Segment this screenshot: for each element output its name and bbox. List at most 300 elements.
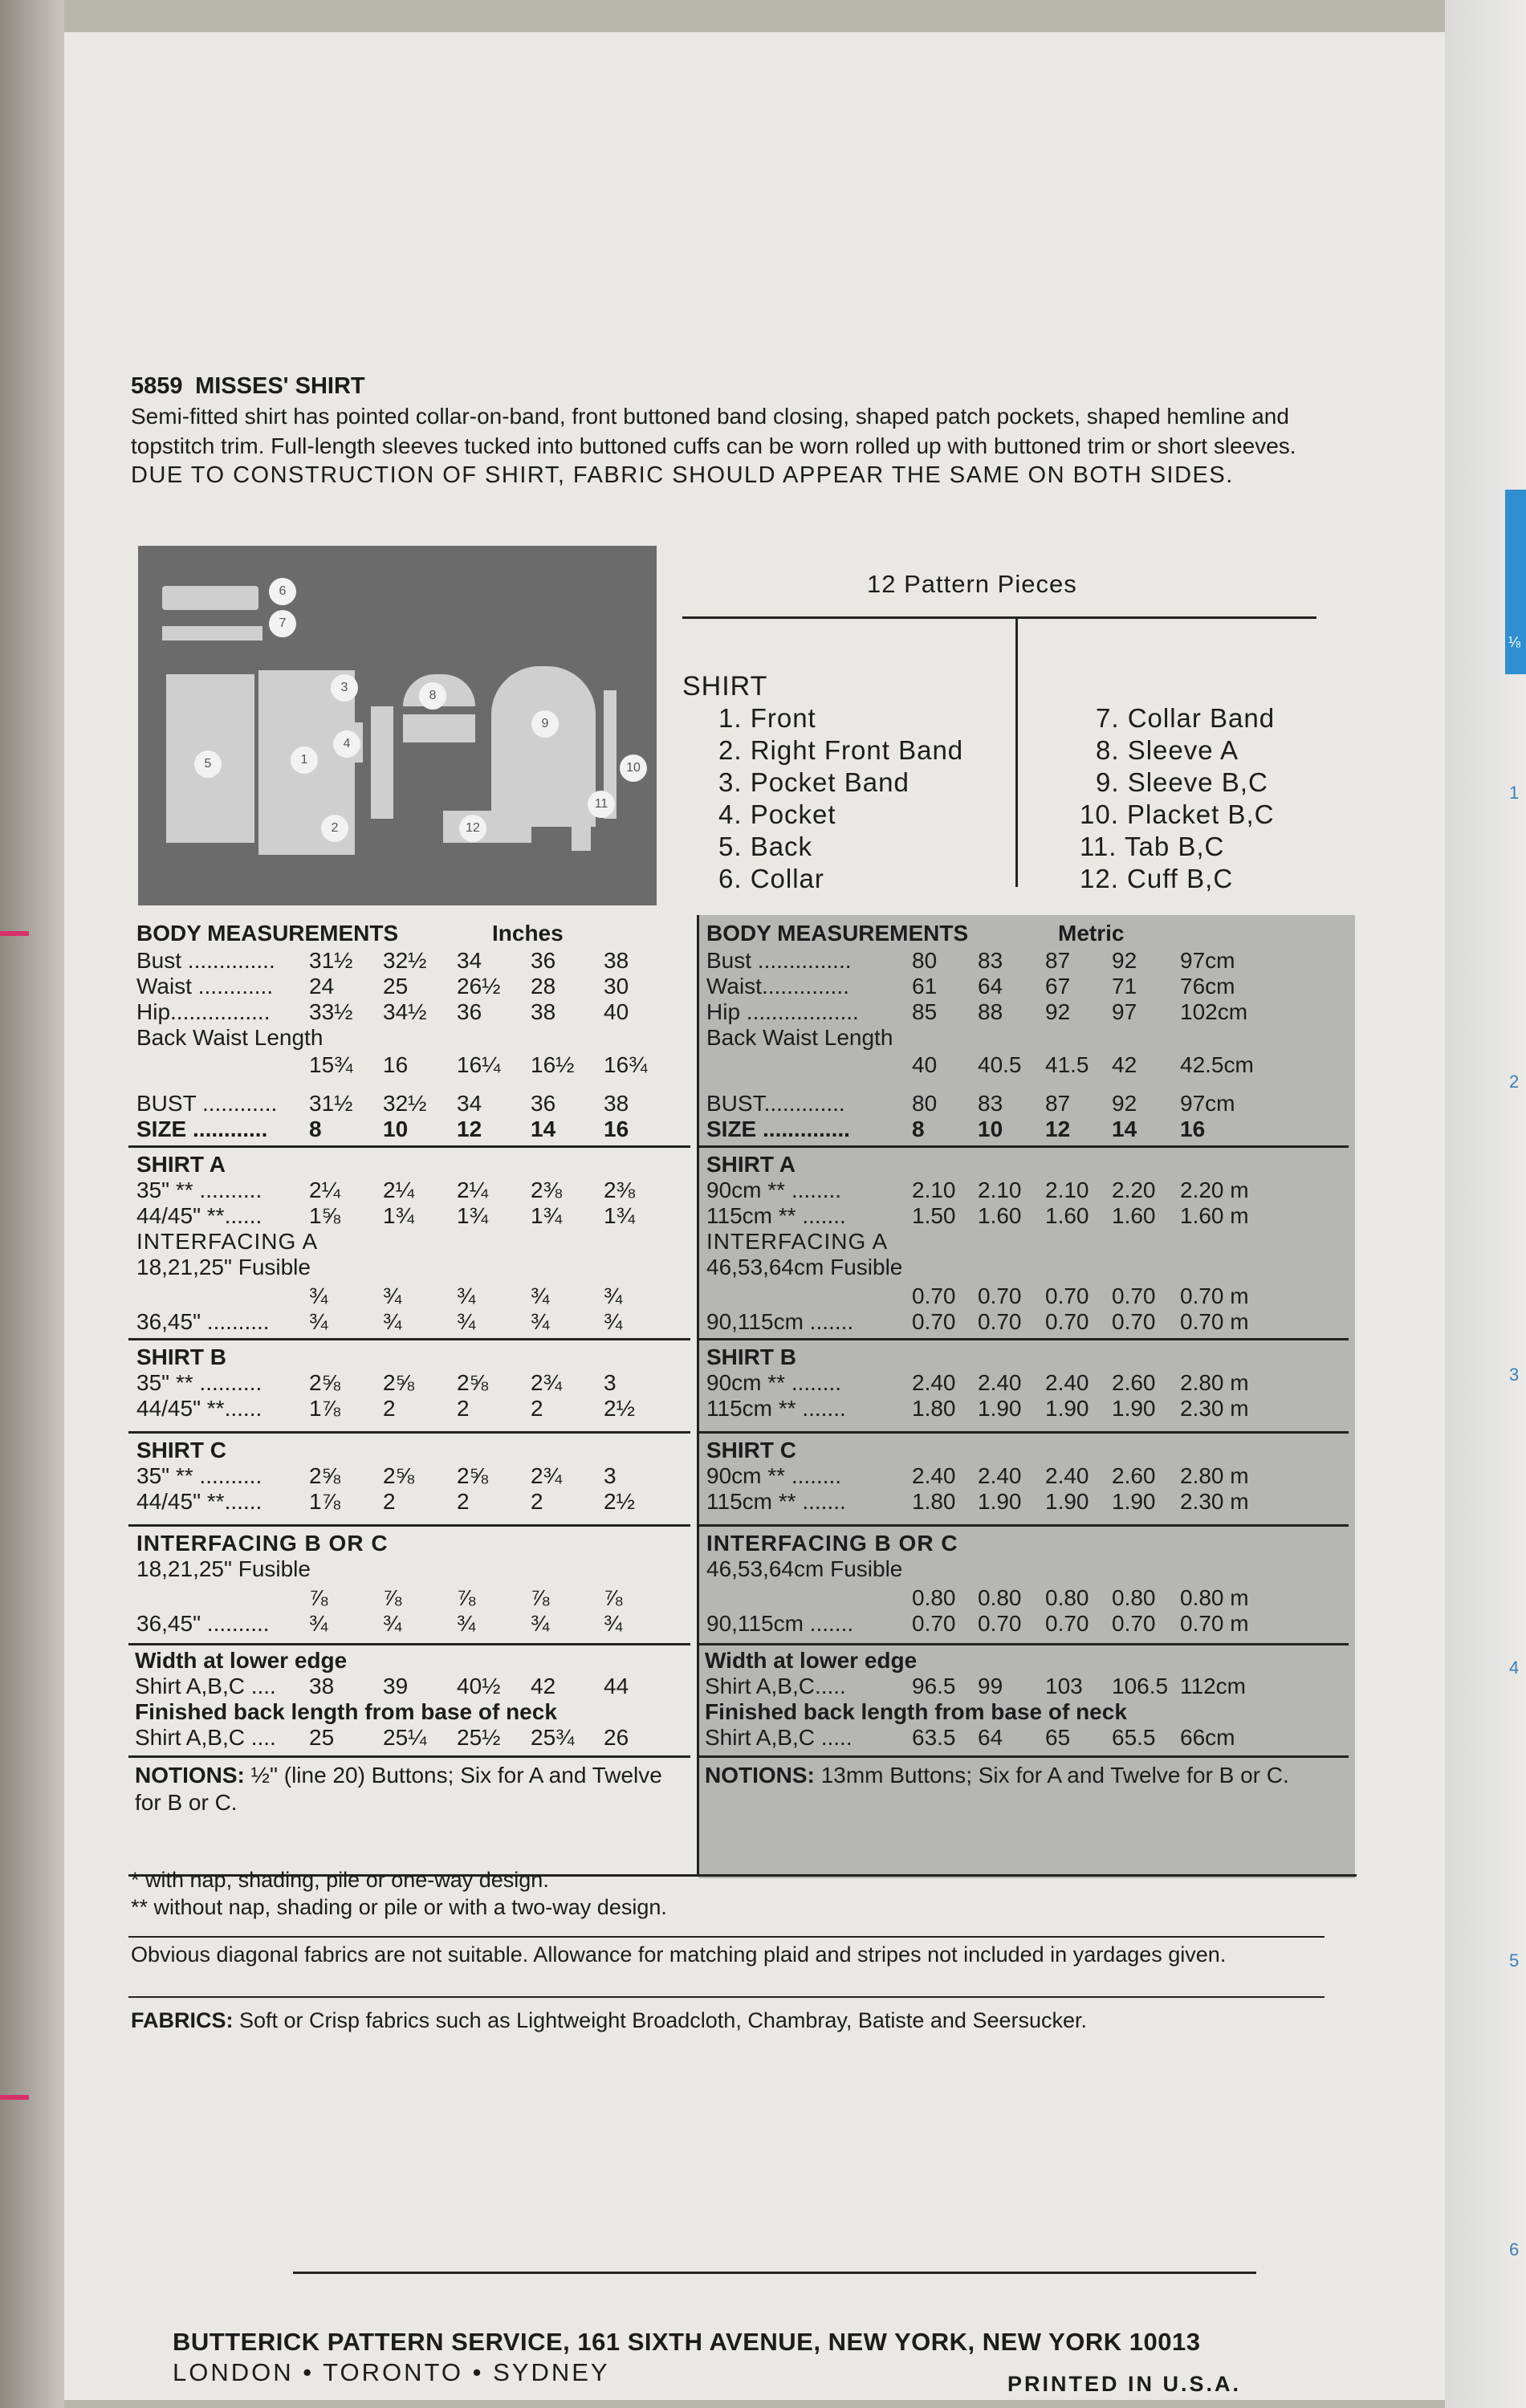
value-cell: 2⅜ [604, 1178, 635, 1202]
value-cell: 31½ [309, 1091, 353, 1116]
value-cell: 1¾ [383, 1203, 414, 1228]
value-cell: 3 [604, 1463, 617, 1488]
value-cell: 63.5 [912, 1725, 956, 1750]
pink-mark [0, 931, 29, 936]
row-label: 36,45" .......... [136, 1611, 270, 1636]
waist-label: Waist.............. [706, 974, 849, 999]
value-cell: 66cm [1180, 1725, 1235, 1750]
piece-number: 10 [620, 755, 647, 782]
value-cell: 0.70 [1045, 1611, 1089, 1636]
value-cell: 38 [309, 1674, 335, 1698]
value-cell: 0.80 [912, 1585, 956, 1610]
value-cell: 2¼ [383, 1178, 414, 1202]
ruler-tab-label: ⅛ [1508, 634, 1521, 650]
value-cell: 2½ [604, 1489, 635, 1514]
value-cell: 1.60 [978, 1203, 1022, 1228]
value-cell: 0.70 [912, 1611, 956, 1636]
value-cell: 2.10 [978, 1178, 1022, 1202]
row-label: 46,53,64cm Fusible [706, 1255, 903, 1279]
value-cell: ¾ [457, 1283, 476, 1308]
value-cell: 15¾ [309, 1052, 353, 1077]
piece-item: 10. Placket B,C [1080, 799, 1275, 829]
row-label: Shirt A,B,C..... [705, 1674, 846, 1698]
value-cell: 2¼ [309, 1178, 340, 1202]
value-cell: 97 [1112, 999, 1137, 1024]
metric-unit: Metric [1058, 921, 1125, 946]
divider [697, 1755, 1349, 1758]
value-cell: 2¾ [531, 1463, 562, 1488]
notions [705, 1762, 1331, 1789]
piece-item: 6. Collar [718, 864, 824, 893]
piece-number: 12 [459, 815, 486, 842]
piece-number: 7 [269, 610, 296, 637]
value-cell: ¾ [604, 1283, 623, 1308]
row-label: 44/45" **...... [136, 1396, 262, 1421]
pattern-header [131, 371, 1319, 490]
divider [293, 2272, 1256, 2274]
page-right-edge [1445, 0, 1526, 2408]
piece-item: 12. Cuff B,C [1080, 864, 1234, 893]
value-cell: 1.90 [978, 1489, 1022, 1514]
value-cell: 40 [912, 1052, 938, 1077]
value-cell: 2.40 [912, 1370, 956, 1395]
value-cell: ¾ [383, 1309, 402, 1334]
size-row-label: SIZE .............. [706, 1117, 850, 1141]
value-cell: 25¾ [531, 1725, 575, 1750]
value-cell: 0.70 m [1180, 1283, 1249, 1308]
bust-label: Bust ............... [706, 948, 852, 973]
value-cell: 2.40 [978, 1463, 1022, 1488]
piece-item: 11. Tab B,C [1080, 832, 1225, 861]
value-cell: 88 [978, 999, 1003, 1024]
piece-number: 8 [419, 682, 446, 710]
value-cell: 2¾ [531, 1370, 562, 1395]
divider [128, 1643, 690, 1645]
bust-row-label: BUST ............ [136, 1091, 278, 1116]
width-title: Width at lower edge [135, 1648, 348, 1673]
value-cell: 1.90 [1045, 1396, 1089, 1421]
value-cell: ¾ [604, 1309, 623, 1334]
value-cell: 16 [383, 1052, 409, 1077]
inches-table [136, 921, 690, 1876]
value-cell: 2⅝ [457, 1370, 488, 1395]
notions-heading: NOTIONS: [705, 1763, 815, 1788]
value-cell: ⅞ [457, 1585, 476, 1610]
value-cell: 96.5 [912, 1674, 956, 1698]
fabrics-text: Soft or Crisp fabrics such as Lightweight Broadcloth, Chambray, Batiste and Seersucker. [239, 2008, 1088, 2032]
hip-label: Hip................ [136, 999, 271, 1024]
pattern-number: 5859 [131, 373, 183, 399]
value-cell: 112cm [1180, 1674, 1246, 1698]
value-cell: 25½ [457, 1725, 501, 1750]
value-cell: 106.5 [1112, 1674, 1169, 1698]
value-cell: 0.80 m [1180, 1585, 1249, 1610]
pattern-pieces-title: 12 Pattern Pieces [867, 570, 1077, 598]
value-cell: ¾ [457, 1309, 476, 1334]
value-cell: 2¼ [457, 1178, 488, 1202]
piece-item: 2. Right Front Band [718, 735, 964, 765]
diagonal-note: Obvious diagonal fabrics are not suitable. Allowance for matching plaid and stripes not included in yardages given. [131, 1942, 1227, 1967]
value-cell: 34½ [383, 999, 427, 1024]
fabrics-heading: FABRICS: [131, 2008, 234, 2032]
value-cell: 99 [978, 1674, 1003, 1698]
value-cell: 0.70 [1112, 1309, 1156, 1334]
value-cell: 0.70 [1045, 1283, 1089, 1308]
pocket-band-shape [403, 714, 475, 742]
value-cell: 1¾ [604, 1203, 635, 1228]
value-cell: ⅞ [604, 1585, 623, 1610]
value-cell: 32½ [383, 1091, 427, 1116]
value-cell: 1.90 [978, 1396, 1022, 1421]
piece-item: 3. Pocket Band [718, 767, 909, 797]
value-cell: 64 [978, 1725, 1003, 1750]
value-cell: 83 [978, 948, 1003, 973]
interfacing-a-title: INTERFACING A [706, 1229, 889, 1254]
value-cell: 2⅜ [531, 1178, 562, 1202]
value-cell: 0.70 m [1180, 1611, 1249, 1636]
value-cell: 67 [1045, 974, 1071, 999]
value-cell: ¾ [604, 1611, 623, 1636]
row-label: 44/45" **...... [136, 1489, 262, 1514]
value-cell: 1⅝ [309, 1203, 340, 1228]
value-cell: 33½ [309, 999, 353, 1024]
publisher-address: BUTTERICK PATTERN SERVICE, 161 SIXTH AVENUE, NEW YORK, NEW YORK 10013 [173, 2328, 1201, 2356]
length-title: Finished back length from base of neck [705, 1699, 1127, 1724]
piece-item: 8. Sleeve A [1096, 735, 1239, 765]
value-cell: 2.30 m [1180, 1396, 1249, 1421]
value-cell: 12 [457, 1117, 482, 1141]
piece-number: 9 [531, 710, 559, 738]
value-cell: 10 [383, 1117, 409, 1141]
bwl-label: Back Waist Length [706, 1025, 893, 1050]
value-cell: 0.70 [1112, 1611, 1156, 1636]
value-cell: 83 [978, 1091, 1003, 1116]
value-cell: 0.80 [1112, 1585, 1156, 1610]
footnotes [131, 1865, 1319, 1921]
notions-heading: NOTIONS: [135, 1763, 245, 1788]
ruler-mark: 5 [1509, 1950, 1520, 1971]
inches-heading: BODY MEASUREMENTS [136, 921, 399, 946]
piece-number: 1 [291, 746, 318, 774]
value-cell: 0.70 [1045, 1309, 1089, 1334]
value-cell: 2.40 [912, 1463, 956, 1488]
notions-text: 13mm Buttons; Six for A and Twelve for B or C. [820, 1763, 1289, 1788]
value-cell: ⅞ [531, 1585, 550, 1610]
value-cell: 2 [457, 1396, 470, 1421]
row-label: Shirt A,B,C .... [135, 1725, 276, 1750]
value-cell: ¾ [531, 1283, 550, 1308]
printed-in: PRINTED IN U.S.A. [1007, 2372, 1242, 2396]
row-label: 46,53,64cm Fusible [706, 1556, 903, 1581]
value-cell: 25¼ [383, 1725, 427, 1750]
value-cell: 87 [1045, 1091, 1071, 1116]
value-cell: 40.5 [978, 1052, 1022, 1077]
value-cell: 92 [1112, 948, 1137, 973]
piece-number: 4 [333, 730, 360, 758]
shirt-a-title: SHIRT A [706, 1152, 796, 1177]
divider [682, 616, 1316, 619]
value-cell: 0.70 [978, 1283, 1022, 1308]
bust-label: Bust .............. [136, 948, 275, 973]
value-cell: 71 [1112, 974, 1137, 999]
notions [135, 1762, 689, 1816]
value-cell: 38 [531, 999, 556, 1024]
divider [697, 1431, 1349, 1434]
value-cell: ¾ [457, 1611, 476, 1636]
value-cell: 40 [604, 999, 629, 1024]
value-cell: 65 [1045, 1725, 1071, 1750]
value-cell: 39 [383, 1674, 409, 1698]
column-divider [697, 915, 699, 1874]
value-cell: 0.80 [1045, 1585, 1089, 1610]
value-cell: ¾ [383, 1611, 402, 1636]
fabrics-note [131, 2007, 1319, 2034]
footnote-no-nap: ** without nap, shading or pile or with a two-way design. [131, 1895, 667, 1919]
row-label: 90,115cm ....... [706, 1309, 854, 1334]
value-cell: 0.70 [978, 1309, 1022, 1334]
value-cell: 28 [531, 974, 556, 999]
value-cell: 92 [1112, 1091, 1137, 1116]
value-cell: 2.30 m [1180, 1489, 1249, 1514]
ruler-mark: 4 [1509, 1658, 1520, 1678]
interfacing-a-title: INTERFACING A [136, 1229, 319, 1254]
publisher-cities: LONDON • TORONTO • SYDNEY [173, 2358, 610, 2386]
value-cell: 2 [531, 1489, 543, 1514]
value-cell: 2 [383, 1489, 396, 1514]
value-cell: 61 [912, 974, 938, 999]
value-cell: 25 [383, 974, 409, 999]
fabric-notice: DUE TO CONSTRUCTION OF SHIRT, FABRIC SHOULD APPEAR THE SAME ON BOTH SIDES. [131, 462, 1234, 488]
row-label: 115cm ** ....... [706, 1396, 846, 1421]
divider [128, 1145, 690, 1148]
value-cell: 8 [912, 1117, 925, 1141]
ruler-tab [1505, 490, 1526, 674]
value-cell: 1⅞ [309, 1489, 340, 1514]
value-cell: 92 [1045, 999, 1071, 1024]
value-cell: 16¼ [457, 1052, 501, 1077]
value-cell: 10 [978, 1117, 1003, 1141]
piece-number: 11 [588, 791, 615, 818]
ruler-mark: 2 [1509, 1072, 1520, 1092]
value-cell: 2⅝ [383, 1463, 414, 1488]
value-cell: 0.70 m [1180, 1309, 1249, 1334]
value-cell: 1.60 [1045, 1203, 1089, 1228]
value-cell: 0.70 [978, 1611, 1022, 1636]
bust-row-label: BUST............. [706, 1091, 845, 1116]
hip-label: Hip .................. [706, 999, 859, 1024]
piece-item: 9. Sleeve B,C [1096, 767, 1268, 797]
row-label: 35" ** .......... [136, 1370, 262, 1395]
divider [697, 1338, 1349, 1340]
divider [697, 1643, 1349, 1645]
value-cell: 41.5 [1045, 1052, 1089, 1077]
value-cell: 2.20 [1112, 1178, 1156, 1202]
value-cell: 65.5 [1112, 1725, 1156, 1750]
piece-number: 3 [331, 674, 358, 702]
row-label: 35" ** .......... [136, 1463, 262, 1488]
value-cell: 42 [1112, 1052, 1137, 1077]
value-cell: ¾ [309, 1283, 328, 1308]
value-cell: 14 [531, 1117, 556, 1141]
metric-table [706, 921, 1349, 1876]
value-cell: 64 [978, 974, 1003, 999]
divider [128, 1524, 690, 1527]
row-label: 36,45" .......... [136, 1309, 270, 1334]
value-cell: 87 [1045, 948, 1071, 973]
piece-number: 6 [269, 578, 296, 605]
value-cell: ¾ [309, 1309, 328, 1334]
value-cell: 34 [457, 948, 482, 973]
value-cell: 2.10 [1045, 1178, 1089, 1202]
value-cell: ⅞ [309, 1585, 328, 1610]
value-cell: 2.80 m [1180, 1463, 1249, 1488]
value-cell: 16½ [531, 1052, 575, 1077]
value-cell: 2.40 [978, 1370, 1022, 1395]
row-label: 115cm ** ....... [706, 1489, 846, 1514]
value-cell: 2 [531, 1396, 543, 1421]
value-cell: 2.40 [1045, 1370, 1089, 1395]
divider [128, 1338, 690, 1340]
value-cell: ⅞ [383, 1585, 402, 1610]
row-label: 18,21,25" Fusible [136, 1556, 311, 1581]
value-cell: ¾ [309, 1611, 328, 1636]
value-cell: 42.5cm [1180, 1052, 1254, 1077]
value-cell: 2.80 m [1180, 1370, 1249, 1395]
value-cell: 85 [912, 999, 938, 1024]
divider [697, 1524, 1349, 1527]
value-cell: 38 [604, 1091, 629, 1116]
value-cell: 0.70 [1112, 1283, 1156, 1308]
inches-unit: Inches [492, 921, 564, 946]
shirt-b-title: SHIRT B [136, 1344, 226, 1369]
value-cell: 1¾ [457, 1203, 488, 1228]
piece-item: 1. Front [718, 703, 816, 733]
value-cell: 2.60 [1112, 1370, 1156, 1395]
value-cell: 2 [383, 1396, 396, 1421]
value-cell: 32½ [383, 948, 427, 973]
value-cell: 1.50 [912, 1203, 956, 1228]
value-cell: 40½ [457, 1674, 501, 1698]
value-cell: 0.80 [978, 1585, 1022, 1610]
waist-label: Waist ............ [136, 974, 274, 999]
value-cell: 76cm [1180, 974, 1235, 999]
divider [128, 1936, 1325, 1938]
value-cell: 24 [309, 974, 335, 999]
value-cell: 1.60 m [1180, 1203, 1249, 1228]
ruler-mark: 1 [1509, 783, 1520, 803]
value-cell: 2⅝ [457, 1463, 488, 1488]
value-cell: 2½ [604, 1396, 635, 1421]
value-cell: 2⅝ [309, 1463, 340, 1488]
cuff-shape [443, 811, 531, 843]
value-cell: 36 [531, 948, 556, 973]
row-label: 90,115cm ....... [706, 1611, 854, 1636]
value-cell: 31½ [309, 948, 353, 973]
shirt-b-title: SHIRT B [706, 1344, 796, 1369]
value-cell: 16¾ [604, 1052, 648, 1077]
footnote-nap: * with nap, shading, pile or one-way design. [131, 1868, 549, 1892]
value-cell: 80 [912, 948, 938, 973]
front-band-shape [371, 706, 393, 819]
divider [1015, 618, 1018, 887]
piece-item: 7. Collar Band [1096, 703, 1276, 733]
value-cell: 2.40 [1045, 1463, 1089, 1488]
value-cell: 42 [531, 1674, 556, 1698]
value-cell: 16 [604, 1117, 629, 1141]
width-title: Width at lower edge [705, 1648, 918, 1673]
pattern-description: Semi-fitted shirt has pointed collar-on-band, front buttoned band closing, shaped patch pockets, shaped hemline and topstitch trim. Full-length sleeves tucked into buttoned cuffs can be worn rolled up with buttoned trim or short sleeves. [131, 404, 1296, 458]
value-cell: 1.80 [912, 1396, 956, 1421]
value-cell: 12 [1045, 1117, 1071, 1141]
value-cell: 1.90 [1112, 1396, 1156, 1421]
value-cell: 2 [457, 1489, 470, 1514]
value-cell: 30 [604, 974, 629, 999]
row-label: 18,21,25" Fusible [136, 1255, 311, 1279]
interfacing-bc-title: INTERFACING B OR C [136, 1531, 389, 1556]
pieces-group: SHIRT [682, 671, 768, 702]
value-cell: 36 [531, 1091, 556, 1116]
value-cell: 2.20 m [1180, 1178, 1249, 1202]
interfacing-bc-title: INTERFACING B OR C [706, 1531, 958, 1556]
row-label: 90cm ** ........ [706, 1370, 842, 1395]
divider [128, 1996, 1325, 1998]
bwl-label: Back Waist Length [136, 1025, 324, 1050]
value-cell: ¾ [383, 1283, 402, 1308]
value-cell: 44 [604, 1674, 629, 1698]
value-cell: 1.80 [912, 1489, 956, 1514]
piece-item: 5. Back [718, 832, 813, 861]
pattern-title: MISSES' SHIRT [195, 373, 365, 399]
value-cell: 1⅞ [309, 1396, 340, 1421]
value-cell: 14 [1112, 1117, 1137, 1141]
value-cell: 3 [604, 1370, 617, 1395]
value-cell: 38 [604, 948, 629, 973]
value-cell: 16 [1180, 1117, 1206, 1141]
value-cell: ¾ [531, 1611, 550, 1636]
ruler-mark: 3 [1509, 1365, 1520, 1385]
value-cell: ¾ [531, 1309, 550, 1334]
divider [697, 1145, 1349, 1148]
value-cell: 1.60 [1112, 1203, 1156, 1228]
value-cell: 2.10 [912, 1178, 956, 1202]
pattern-pieces-list [682, 546, 1316, 907]
ruler-mark: 6 [1509, 2239, 1520, 2260]
row-label: 90cm ** ........ [706, 1463, 842, 1488]
shirt-a-title: SHIRT A [136, 1152, 226, 1177]
value-cell: 2⅝ [383, 1370, 414, 1395]
value-cell: 97cm [1180, 948, 1235, 973]
value-cell: 103 [1045, 1674, 1083, 1698]
value-cell: 0.70 [912, 1283, 956, 1308]
piece-number: 5 [194, 750, 222, 778]
metric-heading: BODY MEASUREMENTS [706, 921, 969, 946]
value-cell: 0.70 [912, 1309, 956, 1334]
pink-mark [0, 2095, 29, 2100]
value-cell: 1¾ [531, 1203, 562, 1228]
size-row-label: SIZE ............ [136, 1117, 268, 1141]
row-label: 44/45" **...... [136, 1203, 262, 1228]
value-cell: 25 [309, 1725, 335, 1750]
value-cell: 26½ [457, 974, 501, 999]
value-cell: 2.60 [1112, 1463, 1156, 1488]
value-cell: 26 [604, 1725, 629, 1750]
pattern-pieces-diagram [138, 546, 657, 905]
divider [128, 1755, 690, 1758]
value-cell: 36 [457, 999, 482, 1024]
row-label: 35" ** .......... [136, 1178, 262, 1202]
piece-item: 4. Pocket [718, 799, 836, 829]
collar-band-shape [162, 626, 262, 641]
